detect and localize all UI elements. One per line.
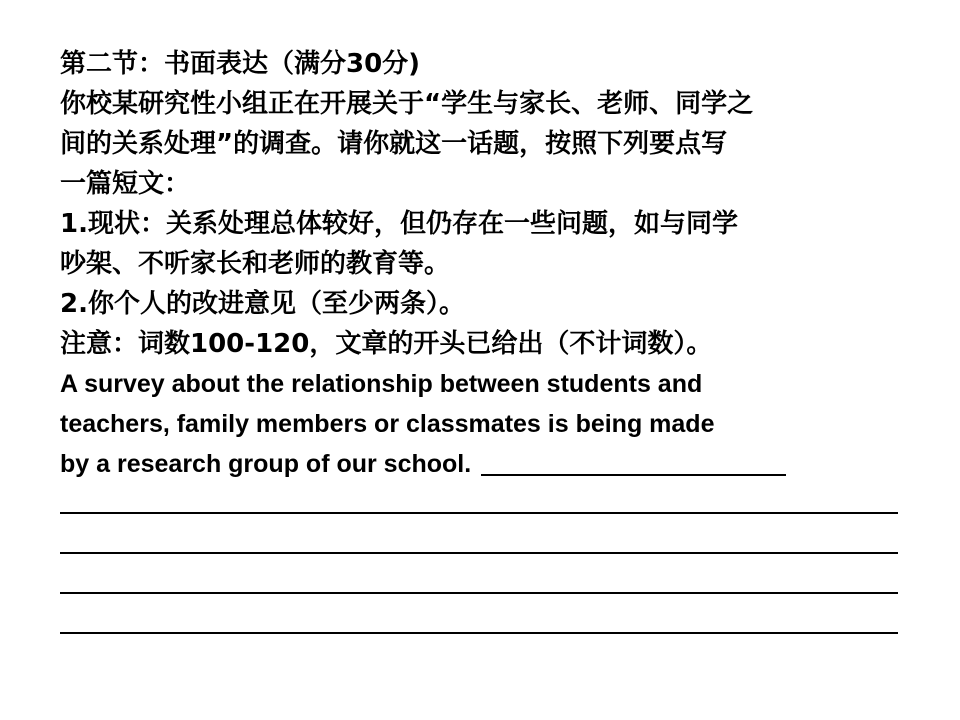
opening-line: teachers, family members or classmates is being made (60, 410, 715, 438)
answer-blank-line[interactable] (60, 564, 898, 604)
prompt-line: 间的关系处理”的调查。请你就这一话题，按照下列要点写 (60, 129, 728, 159)
opening-paragraph (60, 364, 900, 484)
point-line: 2.你个人的改进意见（至少两条）。 (60, 289, 465, 319)
answer-blank-line[interactable] (60, 524, 898, 564)
note-line: 注意：词数100-120，文章的开头已给出（不计词数）。 (60, 329, 713, 359)
writing-task (60, 44, 900, 644)
point-line: 1.现状：关系处理总体较好，但仍存在一些问题，如与同学 (60, 209, 738, 239)
point-line: 吵架、不听家长和老师的教育等。 (60, 249, 451, 279)
answer-blank-inline[interactable] (481, 448, 786, 476)
opening-line: A survey about the relationship between students and (60, 370, 703, 398)
answer-blank-line[interactable] (60, 484, 898, 524)
prompt-line: 你校某研究性小组正在开展关于“学生与家长、老师、同学之 (60, 89, 754, 119)
opening-line-last (60, 444, 900, 484)
prompt-line: 一篇短文： (60, 169, 191, 199)
section-title: 第二节：书面表达（满分30分) (60, 49, 421, 79)
opening-line-text: by a research group of our school. (60, 450, 472, 478)
answer-blank-line[interactable] (60, 604, 898, 644)
